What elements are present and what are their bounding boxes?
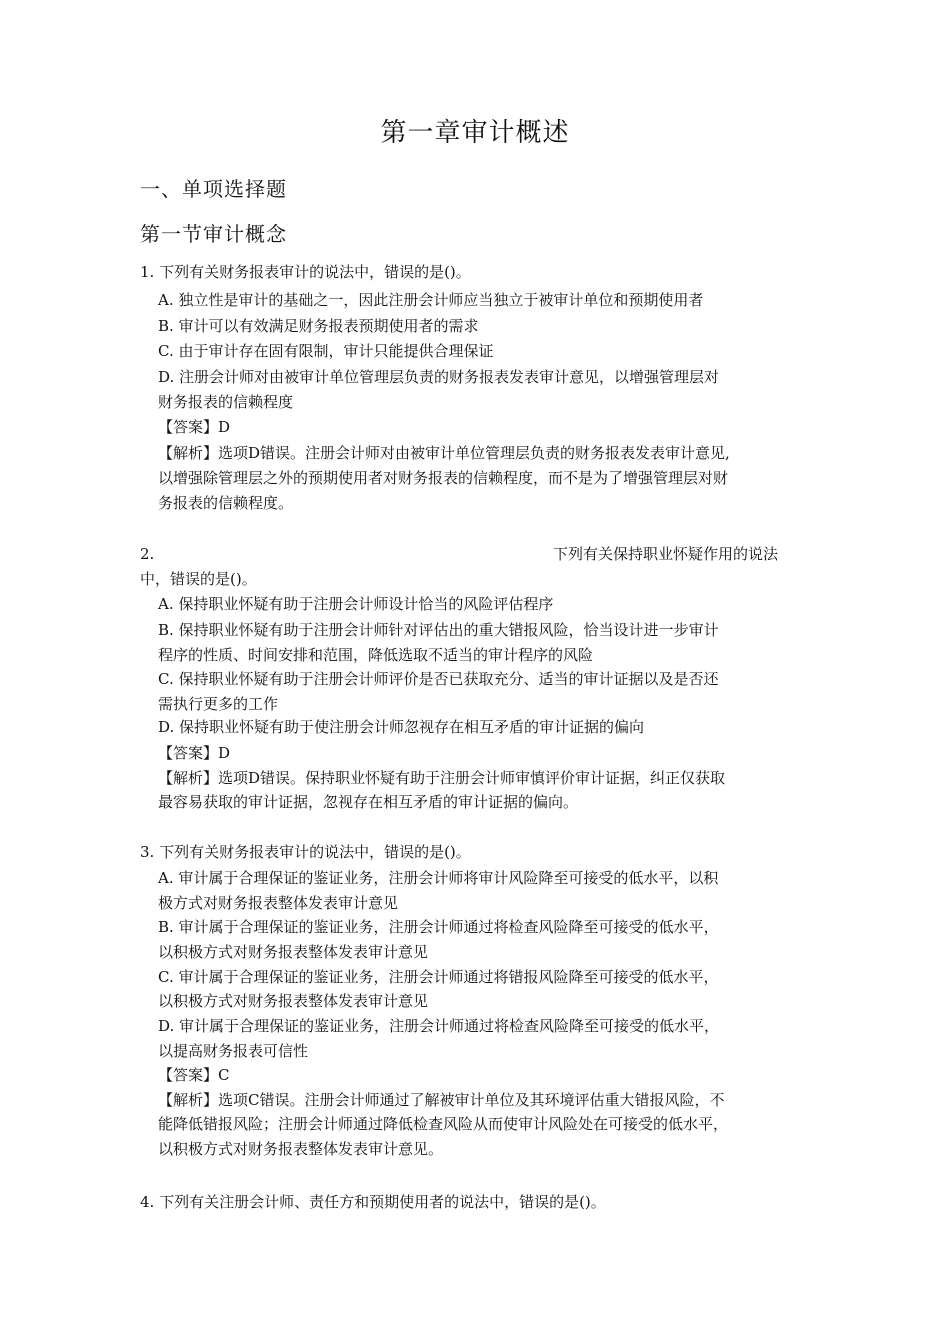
subsection-heading: 第一节审计概念 (140, 222, 287, 246)
question-3-stem: 3. 下列有关财务报表审计的说法中，错误的是()。 (140, 843, 471, 861)
question-3-option-c: C. 审计属于合理保证的鉴证业务，注册会计师通过将错报风险降至可接受的低水平， (158, 968, 719, 986)
question-2-answer: 【答案】D (158, 744, 231, 762)
question-3-option-c-cont: 以积极方式对财务报表整体发表审计意见 (158, 992, 429, 1010)
question-2-option-c-cont: 需执行更多的工作 (158, 695, 279, 713)
question-3-option-a-cont: 极方式对财务报表整体发表审计意见 (158, 894, 399, 912)
question-2-option-b-cont: 程序的性质、时间安排和范围，降低选取不适当的审计程序的风险 (158, 646, 594, 664)
question-1-option-b: B. 审计可以有效满足财务报表预期使用者的需求 (158, 317, 479, 335)
question-2-stem: 下列有关保持职业怀疑作用的说法 (553, 545, 779, 563)
question-1-option-d: D. 注册会计师对由被审计单位管理层负责的财务报表发表审计意见，以增强管理层对 (158, 368, 720, 386)
question-1-option-d-cont: 财务报表的信赖程度 (158, 393, 294, 411)
question-2-explanation: 【解析】选项D错误。保持职业怀疑有助于注册会计师审慎评价审计证据，纠正仅获取 (158, 769, 726, 787)
question-3-option-d-cont: 以提高财务报表可信性 (158, 1042, 309, 1060)
question-2-stem-cont: 中，错误的是()。 (140, 570, 257, 588)
question-3-explanation-cont: 能降低错报风险；注册会计师通过降低检查风险从而使审计风险处在可接受的低水平， (158, 1115, 729, 1133)
question-1-explanation-cont: 务报表的信赖程度。 (158, 494, 294, 512)
question-3-answer: 【答案】C (158, 1066, 230, 1084)
question-3-option-d: D. 审计属于合理保证的鉴证业务，注册会计师通过将检查风险降至可接受的低水平， (158, 1017, 720, 1035)
chapter-title: 第一章审计概述 (380, 118, 570, 148)
question-3-explanation-cont: 以积极方式对财务报表整体发表审计意见。 (158, 1140, 444, 1158)
question-3-option-b: B. 审计属于合理保证的鉴证业务，注册会计师通过将检查风险降至可接受的低水平， (158, 918, 719, 936)
question-3-option-b-cont: 以积极方式对财务报表整体发表审计意见 (158, 943, 429, 961)
question-1-option-a: A. 独立性是审计的基础之一，因此注册会计师应当独立于被审计单位和预期使用者 (158, 291, 704, 309)
section-heading: 一、单项选择题 (140, 177, 287, 201)
question-2-option-b: B. 保持职业怀疑有助于注册会计师针对评估出的重大错报风险，恰当设计进一步审计 (158, 621, 719, 639)
question-1-explanation: 【解析】选项D错误。注册会计师对由被审计单位管理层负责的财务报表发表审计意见, (158, 444, 730, 462)
question-2-option-a: A. 保持职业怀疑有助于注册会计师设计恰当的风险评估程序 (158, 595, 554, 613)
question-3-option-a: A. 审计属于合理保证的鉴证业务，注册会计师将审计风险降至可接受的低水平，以积 (158, 869, 719, 887)
question-2-explanation-cont: 最容易获取的审计证据，忽视存在相互矛盾的审计证据的偏向。 (158, 793, 579, 811)
question-2-number: 2. (140, 545, 155, 563)
question-2-option-c: C. 保持职业怀疑有助于注册会计师评价是否已获取充分、适当的审计证据以及是否还 (158, 670, 719, 688)
question-3-explanation: 【解析】选项C错误。注册会计师通过了解被审计单位及其环境评估重大错报风险，不 (158, 1091, 725, 1109)
question-1-explanation-cont: 以增强除管理层之外的预期使用者对财务报表的信赖程度，而不是为了增强管理层对财 (158, 469, 729, 487)
question-1-answer: 【答案】D (158, 418, 231, 436)
question-1-stem: 1. 下列有关财务报表审计的说法中，错误的是()。 (140, 263, 471, 281)
question-2-option-d: D. 保持职业怀疑有助于使注册会计师忽视存在相互矛盾的审计证据的偏向 (158, 718, 645, 736)
question-4-stem: 4. 下列有关注册会计师、责任方和预期使用者的说法中，错误的是()。 (140, 1193, 606, 1211)
question-1-option-c: C. 由于审计存在固有限制，审计只能提供合理保证 (158, 342, 494, 360)
